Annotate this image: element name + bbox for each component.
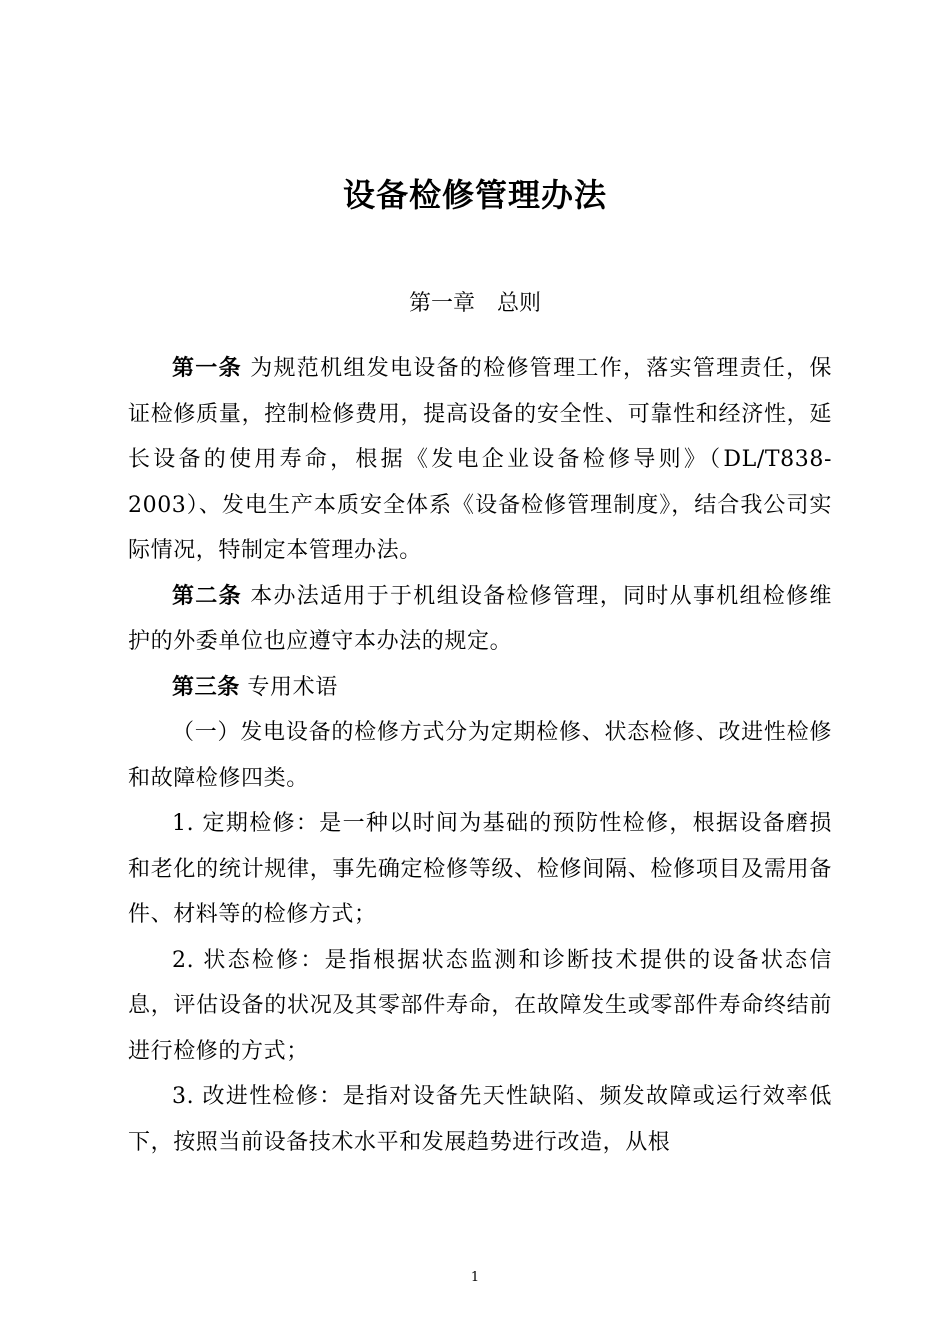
document-title: 设备检修管理办法 (342, 176, 607, 214)
item-2-paragraph (128, 938, 832, 1075)
item-3-paragraph (128, 1074, 832, 1165)
article-3-text: 专用术语 (247, 674, 338, 700)
article-1-label: 第一条 (172, 356, 242, 381)
item-1-text: 1. 定期检修：是一种以时间为基础的预防性检修，根据设备磨损和老化的统计规律，事先确定检修等级、检修间隔、检修项目及需用备件、材料等的检修方式； (128, 811, 832, 927)
item-3-text: 3. 改进性检修：是指对设备先天性缺陷、频发故障或运行效率低下，按照当前设备技术水平和发展趋势进行改造，从根 (128, 1084, 832, 1155)
article-1-paragraph (128, 346, 832, 574)
clause-1-text: （一）发电设备的检修方式分为定期检修、状态检修、改进性检修和故障检修四类。 (128, 720, 832, 791)
item-2-text: 2. 状态检修：是指根据状态监测和诊断技术提供的设备状态信息，评估设备的状况及其零部件寿命，在故障发生或零部件寿命终结前进行检修的方式； (128, 947, 832, 1064)
document-body (128, 346, 832, 1165)
article-2-label: 第二条 (172, 583, 242, 609)
chapter-title: 第一章 总则 (408, 291, 541, 316)
article-1-text: 为规范机组发电设备的检修管理工作，落实管理责任，保证检修质量，控制检修费用，提高设备的安全性、可靠性和经济性，延长设备的使用寿命，根据《发电企业设备检修导则》（DL/T838-2003）、发电生产本质安全体系《设备检修管理制度》，结合我公司实际情况，特制定本管理办法。 (128, 356, 832, 563)
article-3-label: 第三条 (172, 674, 240, 700)
article-2-paragraph (128, 574, 832, 665)
page-number: 1 (470, 1270, 480, 1285)
clause-1-paragraph (128, 710, 832, 801)
item-1-paragraph (128, 801, 832, 938)
article-3-paragraph (128, 665, 832, 711)
article-2-text: 本办法适用于于机组设备检修管理，同时从事机组检修维护的外委单位也应遵守本办法的规定。 (128, 583, 832, 654)
